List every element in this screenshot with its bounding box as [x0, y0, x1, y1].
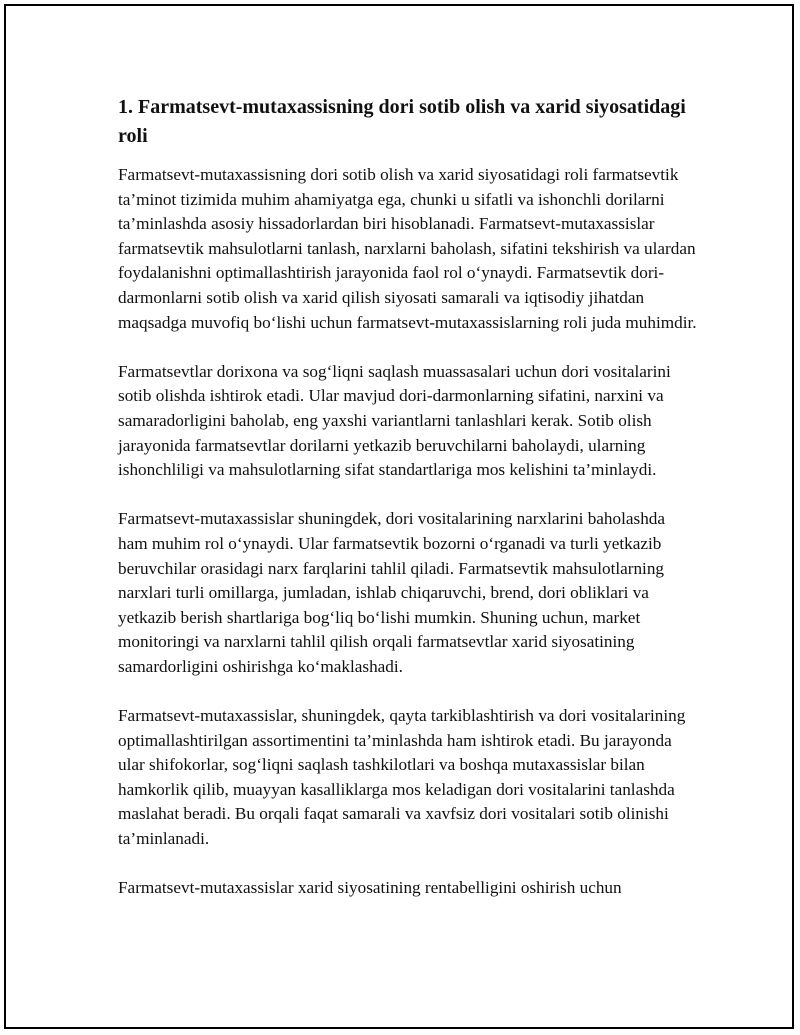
paragraph-1: Farmatsevt-mutaxassisning dori sotib olish va xarid siyosatidagi roli farmatsevtik ta’minot tizimida muhim ahamiyatga ega, chunki u sifatli va ishonchli dorilarni ta’minlashda asosiy hissadorlardan biri hisoblanadi. Farmatsevt-mutaxassislar farmatsevtik mahsulotlarni tanlash, narxlarni baholash, sifatini tekshirish va ulardan foydalanishni optimallashtirish jarayonida faol rol o‘ynaydi. Farmatsevtik dori-darmonlarni sotib olish va xarid qilish siyosati samarali va iqtisodiy jihatdan maqsadga muvofiq bo‘lishi uchun farmatsevt-mutaxassislarning roli juda muhimdir.	[118, 165, 697, 332]
document-body	[118, 93, 698, 925]
paragraph-3: Farmatsevt-mutaxassislar shuningdek, dori vositalarining narxlarini baholashda ham muhim rol o‘ynaydi. Ular farmatsevtik bozorni o‘rganadi va turli yetkazib beruvchilar orasidagi narx farqlarini tahlil qiladi. Farmatsevtik mahsulotlarning narxlari turli omillarga, jumladan, ishlab chiqaruvchi, brend, dori obliklari va yetkazib berish shartlariga bog‘liq bo‘lishi mumkin. Shuning uchun, market monitoringi va narxlarni tahlil qilish orqali farmatsevtlar xarid siyosatining samardorligini oshirishga ko‘maklashadi.	[118, 509, 666, 676]
paragraph-4: Farmatsevt-mutaxassislar, shuningdek, qayta tarkiblashtirish va dori vositalarining optimallashtirilgan assortimentini ta’minlashda ham ishtirok etadi. Bu jarayonda ular shifokorlar, sog‘liqni saqlash tashkilotlari va boshqa mutaxassislar bilan hamkorlik qilib, muayyan kasalliklarga mos keladigan dori vositalarini tanlashda maslahat beradi. Bu orqali faqat samarali va xavfsiz dori vositalari sotib olinishi ta’minlanadi.	[118, 706, 686, 849]
section-heading: 1. Farmatsevt-mutaxassisning dori sotib olish va xarid siyosatidagi roli	[118, 96, 686, 147]
paragraph-2: Farmatsevtlar dorixona va sog‘liqni saqlash muassasalari uchun dori vositalarini sotib olishda ishtirok etadi. Ular mavjud dori-darmonlarning sifatini, narxini va samaradorligini baholab, eng yaxshi variantlarni tanlashlari kerak. Sotib olish jarayonida farmatsevtlar dorilarni yetkazib beruvchilarni baholaydi, ularning ishonchliligi va mahsulotlarning sifat standartlariga mos kelishini ta’minlaydi.	[118, 361, 671, 480]
paragraph-5: Farmatsevt-mutaxassislar xarid siyosatining rentabelligini oshirish uchun	[118, 878, 622, 898]
